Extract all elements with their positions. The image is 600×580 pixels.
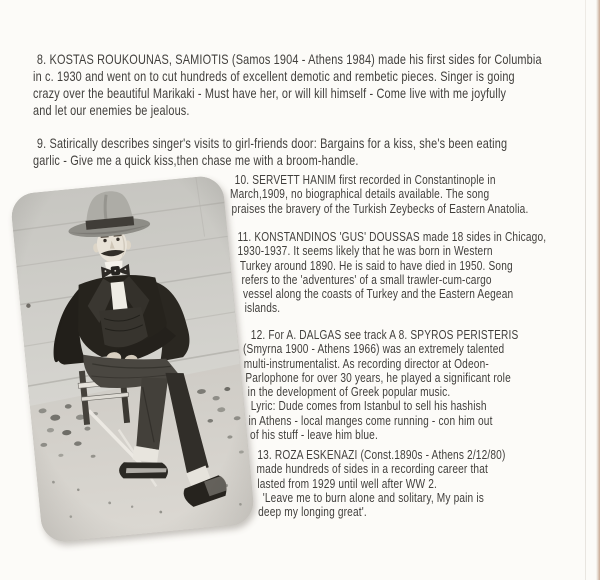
note-paragraph-12 (243, 328, 518, 442)
text-line: vessel along the coasts of Turkey and the Eastern Aegean (243, 286, 514, 302)
text-line: lasted from 1929 until well after WW 2. (257, 475, 438, 491)
text-line: multi-instrumentalist. As recording director at Odeon- (243, 355, 489, 371)
photo-vignette (10, 175, 256, 544)
text-line: and let our enemies be jealous. (33, 102, 190, 118)
text-line: 10. SERVETT HANIM first recorded in Constantinople in (234, 172, 496, 187)
text-line: 'Leave me to burn alone and solitary, My pain is (262, 489, 484, 505)
text-line: 11. KONSTANDINOS 'GUS' DOUSSAS made 18 sides in Chicago, (237, 229, 547, 244)
page-crease-line (585, 0, 586, 580)
note-paragraph-8 (33, 51, 542, 119)
note-paragraph-9 (33, 135, 507, 169)
note-paragraph-11 (236, 230, 546, 316)
note-paragraph-13 (255, 448, 505, 519)
text-line: Parlophone for over 30 years, he played a significant role (245, 369, 511, 385)
text-line: 13. ROZA ESKENAZI (Const.1890s - Athens 2/12/80) (257, 447, 506, 462)
text-line: Lyric: Dude comes from Istanbul to sell his hashish (250, 398, 487, 414)
text-line: in Athens - local manges come running - con him out (248, 412, 493, 428)
photo-illustration (10, 175, 256, 544)
text-line: garlic - Give me a quick kiss,then chase me with a broom-handle. (33, 152, 359, 168)
text-line: made hundreds of sides in a recording career that (256, 461, 488, 477)
text-line: in c. 1930 and went on to cut hundreds of excellent demotic and rembetic pieces. Singer is going (33, 68, 515, 84)
page-right-edge (596, 0, 600, 580)
text-line: in the development of Greek popular music. (247, 384, 451, 400)
text-line: (Smyrna 1900 - Athens 1966) was an extremely talented (243, 341, 505, 357)
text-line: crazy over the beautiful Marikaki - Must have her, or will kill himself - Come live with me joyfully (33, 85, 507, 101)
text-line: March,1909, no biographical details available. The song (230, 186, 490, 202)
seated-man-photo (10, 175, 256, 544)
text-line: 9. Satirically describes singer's visits to girl-friends door: Bargains for a kiss, she's been eating (36, 135, 508, 151)
text-line: 12. For A. DALGAS see track A 8. SPYROS PERISTERIS (250, 327, 519, 342)
text-line: 8. KOSTAS ROUKOUNAS, SAMIOTIS (Samos 1904 - Athens 1984) made his first sides for Columbia (36, 51, 542, 67)
text-line: 1930-1937. It seems likely that he was born in Western (237, 243, 493, 259)
text-line: refers to the 'adventures' of a small trawler-cum-cargo (241, 271, 492, 287)
text-line: deep my longing great'. (258, 504, 367, 520)
note-paragraph-10 (230, 173, 528, 216)
text-line: of his stuff - leave him blue. (250, 427, 378, 443)
text-line: Turkey around 1890. He is said to have died in 1950. Song (239, 257, 513, 273)
text-line: praises the bravery of the Turkish Zeybecks of Eastern Anatolia. (231, 200, 529, 216)
text-line: islands. (244, 300, 281, 316)
